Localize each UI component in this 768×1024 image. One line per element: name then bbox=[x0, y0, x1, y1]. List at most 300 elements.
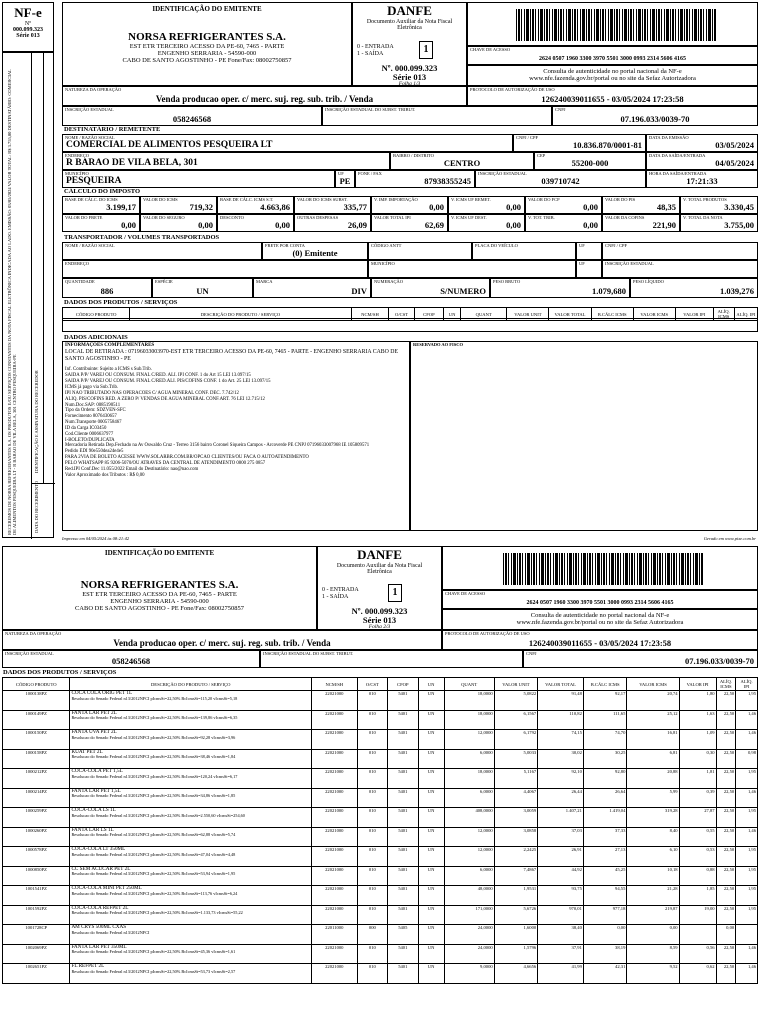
transp-endereco-box: ENDEREÇO bbox=[62, 260, 368, 278]
table-row bbox=[3, 691, 758, 711]
product-cell: 24,0000 bbox=[444, 944, 494, 964]
product-cell: 010 bbox=[357, 886, 387, 906]
dest-endereco: R BARAO DE VILA BELA, 301 bbox=[66, 158, 198, 168]
product-cell: 1,46 bbox=[736, 964, 758, 984]
product-cell: 5,0822 bbox=[494, 691, 538, 711]
product-cell: 22,50 bbox=[716, 866, 736, 886]
transp-quant-box: QUANTIDADE 886 bbox=[62, 278, 152, 298]
chave-value: 2624 0507 1960 3300 3970 5501 3000 0993 2314 5606 4165 bbox=[539, 56, 686, 62]
product-cell: 26,91 bbox=[538, 847, 584, 867]
emitente-box-p2 bbox=[2, 546, 317, 630]
chave-value-p2: 2624 0507 1960 3300 3970 5501 3000 0993 2314 5606 4165 bbox=[526, 600, 674, 606]
natureza-box bbox=[62, 86, 467, 106]
product-cell: 24,0000 bbox=[444, 925, 494, 945]
adicionais-lines bbox=[65, 367, 407, 478]
dest-emissao: 03/05/2024 bbox=[715, 140, 754, 150]
product-cell: 22,50 bbox=[716, 944, 736, 964]
imposto-value: 0,00 bbox=[198, 220, 213, 230]
canhoto-nfe-box bbox=[2, 2, 54, 52]
adicionais-line: Cod.Cliente 0006637977 bbox=[65, 431, 114, 437]
product-cell: 22,50 bbox=[716, 749, 736, 769]
adicionais-line: Inf. Contribuinte: Sujeito a ICMS s Sub.Trib. bbox=[65, 367, 152, 373]
adicionais-line: Valor Aproximado dos Tributos : R$ 0,00 bbox=[65, 472, 145, 478]
imposto-value: 4.663,86 bbox=[260, 202, 290, 212]
product-cell: 44,92 bbox=[538, 866, 584, 886]
product-cell: 010 bbox=[357, 827, 387, 847]
product-description: FANTA LAR LS 1L Resolucao do Senado Federal n13/2012NFCI pIcmsSt=22,50% BcIcmsSt=62,88 vIcmsSt=5,74 bbox=[70, 827, 312, 847]
product-cell: 37,03 bbox=[538, 827, 584, 847]
natureza-label: NATUREZA DA OPERAÇÃO bbox=[65, 87, 122, 92]
transp-cnpj-box: CNPJ / CPF bbox=[602, 242, 758, 260]
imposto-value: 0,00 bbox=[121, 220, 136, 230]
product-cell: 010 bbox=[357, 749, 387, 769]
adicionais-line: Tipo da Ordem: SDZVEN-SFC bbox=[65, 408, 126, 414]
product-cell: 1,95 bbox=[736, 769, 758, 789]
product-cell: 22,50 bbox=[716, 886, 736, 906]
column-header: DESCRIÇÃO DO PRODUTO / SERVIÇO bbox=[130, 308, 351, 321]
imposto-value: 3.199,17 bbox=[106, 202, 136, 212]
product-cell: UN bbox=[418, 866, 444, 886]
product-cell: 12,0000 bbox=[444, 827, 494, 847]
product-cell: 20,88 bbox=[627, 769, 679, 789]
barcode-box-p2 bbox=[442, 546, 758, 590]
product-cell: 22,50 bbox=[716, 710, 736, 730]
column-header: UN bbox=[418, 678, 444, 691]
imposto-label: VALOR DO PIS bbox=[605, 197, 636, 202]
column-header: ALÍQ. ICMS bbox=[713, 308, 734, 321]
canhoto-data-recebimento: DATA DO RECEBIMENTO bbox=[34, 480, 39, 533]
protocolo-value-p2: 126240039011655 - 03/05/2024 17:23:58 bbox=[528, 638, 672, 648]
danfe-folha-p2: Folha 2/3 bbox=[368, 624, 391, 630]
transp-marca: DIV bbox=[351, 286, 367, 296]
product-cell: UN bbox=[418, 905, 444, 925]
imposto-label: VALOR DO FRETE bbox=[65, 215, 103, 220]
imposto-section: CÁLCULO DO IMPOSTO bbox=[64, 188, 141, 195]
iest-label: INSCRIÇÃO ESTADUAL DO SUBST. TRIBUT. bbox=[325, 107, 416, 112]
product-cell: 1,95 bbox=[736, 866, 758, 886]
product-cell: 1,95 bbox=[736, 691, 758, 711]
canhoto-nfe-label: NF-e bbox=[14, 5, 42, 20]
column-header: CÓDIGO PRODUTO bbox=[3, 678, 70, 691]
canhoto-numero-label: Nº bbox=[24, 21, 32, 27]
dest-uf-box: UF PE bbox=[335, 170, 355, 188]
ie-value: 058246568 bbox=[172, 114, 212, 124]
protocolo-box-p2 bbox=[442, 630, 758, 650]
emitente-addr3-p2: CABO DE SANTO AGOSTINHO - PE Fone/Fax: 08002750857 bbox=[74, 605, 245, 612]
consulta2: www.nfe.fazenda.gov.br/portal ou no site da Sefaz Autorizadora bbox=[529, 75, 696, 82]
product-cell: 5401 bbox=[388, 964, 418, 984]
emitente-name-p2: NORSA REFRIGERANTES S.A. bbox=[80, 579, 239, 591]
adicionais-line: ID da Carga IC03450 bbox=[65, 425, 107, 431]
product-cell: 6,0000 bbox=[444, 866, 494, 886]
reservado-fisco-box bbox=[410, 341, 758, 531]
canhoto-identificacao: IDENTIFICAÇÃO E ASSINATURA DO RECEBEDOR bbox=[34, 370, 39, 473]
transp-numeracao-box: NUMERAÇÃO S/NUMERO bbox=[371, 278, 490, 298]
product-cell: 22021000 bbox=[311, 847, 357, 867]
product-cell: UN bbox=[418, 691, 444, 711]
dest-nome-box: NOME / RAZÃO SOCIAL COMERCIAL DE ALIMENTOS PESQUEIRA LT bbox=[62, 134, 513, 152]
column-header: B.CÁLC ICMS bbox=[583, 678, 627, 691]
imposto-label: OUTRAS DESPESAS bbox=[297, 215, 339, 220]
transp-especie: UN bbox=[196, 286, 209, 296]
product-cell: 3,0858 bbox=[494, 827, 538, 847]
danfe-subtitle1: Documento Auxiliar da Nota Fiscal bbox=[366, 19, 453, 25]
product-cell: 5401 bbox=[388, 944, 418, 964]
natureza-value-p2: Venda producao oper. c/ merc. suj. reg. sub. trib. / Venda bbox=[113, 638, 331, 648]
column-header: ALÍQ. IPI bbox=[736, 678, 758, 691]
imposto-row2-cell bbox=[525, 214, 602, 232]
product-cell: 5401 bbox=[388, 730, 418, 750]
dest-hora-box: HORA DA SAÍDA/ENTRADA 17:21:33 bbox=[646, 170, 758, 188]
product-cell: 1,46 bbox=[736, 710, 758, 730]
product-cell: 92,80 bbox=[583, 769, 627, 789]
product-cell: 4,4067 bbox=[494, 788, 538, 808]
imposto-row2-cell bbox=[680, 214, 758, 232]
imposto-label: VALOR DA COFINS bbox=[605, 215, 645, 220]
column-header: QUANT bbox=[461, 308, 507, 321]
consulta2-p2: www.nfe.fazenda.gov.br/portal ou no site da Sefaz Autorizadora bbox=[516, 619, 684, 626]
danfe-saida-p2: 1 - SAÍDA bbox=[322, 594, 349, 600]
imposto-value: 26,09 bbox=[347, 220, 367, 230]
dest-saida: 04/05/2024 bbox=[715, 158, 754, 168]
product-cell: 10,18 bbox=[627, 866, 679, 886]
chave-box-p2 bbox=[442, 590, 758, 609]
product-cell: UN bbox=[418, 847, 444, 867]
adicionais-line: SAIDA P/P/ VAREJ OU CONSUM. FINAL C/RED. ALI. IPI CONF. 1 do Art 15 LEI 13.097/15 bbox=[65, 373, 251, 379]
product-cell: 41,99 bbox=[538, 964, 584, 984]
adicionais-info-label: INFORMAÇÕES COMPLEMENTARES bbox=[65, 343, 155, 348]
product-cell: 22,50 bbox=[716, 905, 736, 925]
product-cell: 30,25 bbox=[583, 749, 627, 769]
product-cell: 171,0000 bbox=[444, 905, 494, 925]
dest-cnpj-box: CNPJ / CPF 10.836.870/0001-81 bbox=[513, 134, 646, 152]
imposto-row2-cell bbox=[62, 214, 140, 232]
product-cell: 18,0000 bbox=[444, 769, 494, 789]
ie-label: INSCRIÇÃO ESTADUAL bbox=[65, 107, 114, 112]
transp-frete: (0) Emitente bbox=[292, 248, 338, 258]
product-cell: UN bbox=[418, 944, 444, 964]
product-cell: 12,0000 bbox=[444, 730, 494, 750]
imposto-row2-cell bbox=[294, 214, 371, 232]
imposto-label: VALOR TOTAL IPI bbox=[374, 215, 411, 220]
transp-peso-liquido: 1.039,276 bbox=[720, 286, 754, 296]
product-cell: 1,85 bbox=[679, 886, 716, 906]
adicionais-info-box bbox=[62, 341, 410, 531]
imposto-label: V. TOTAL PRODUTOS bbox=[683, 197, 727, 202]
product-cell: 18,0000 bbox=[444, 691, 494, 711]
product-cell: 5405 bbox=[388, 925, 418, 945]
table-row bbox=[3, 866, 758, 886]
chave-label: CHAVE DE ACESSO bbox=[470, 47, 511, 52]
product-cell: 5401 bbox=[388, 691, 418, 711]
dest-bairro: CENTRO bbox=[443, 158, 481, 168]
imposto-label: V. IMP. IMPORTAÇÃO bbox=[374, 197, 418, 202]
danfe-entrada-p2: 0 - ENTRADA bbox=[322, 587, 359, 593]
product-cell: 010 bbox=[357, 788, 387, 808]
emitente-addr2: ENGENHO SERRARIA - 54590-000 bbox=[157, 50, 257, 57]
product-description: FANTA LAR PET 350ML Resolucao do Senado Federal n13/2012NFCI pIcmsSt=22,50% BcIcmsSt=45,36 vIcmsSt=1,61 bbox=[70, 944, 312, 964]
product-cell: 94,55 bbox=[583, 886, 627, 906]
product-code: 1001541PZ bbox=[3, 886, 70, 906]
product-cell: 1,81 bbox=[679, 769, 716, 789]
table-row bbox=[3, 886, 758, 906]
product-cell: UN bbox=[418, 886, 444, 906]
imposto-row1-cell bbox=[140, 196, 217, 214]
product-cell: 0,00 bbox=[627, 925, 679, 945]
transp-frete-box: FRETE POR CONTA (0) Emitente bbox=[262, 242, 368, 260]
product-description: AM CRYS 500ML CXAS Resolucao do Senado Federal n13/2012NFCI bbox=[70, 925, 312, 945]
reservado-label: RESERVADO AO FISCO bbox=[413, 342, 464, 347]
canhoto-recebemos: RECEBEMOS DE NORSA REFRIGERANTES S.A. OS PRODUTOS E/OU SERVIÇOS CONSTANTES DA NOTA FISCAL ELETRÔNICA INDICADA AO LADO. EMISSÃO: 03/05/2024 VALOR TOTAL: R$ 3.755,00 DESTINATÁRIO: COMERCIAL DE ALIMENTOS PESQUEIRA LT - R BARAO DE VILA BELA, 301 CENTRO PESQUEIRA-PE bbox=[7, 69, 18, 535]
column-header: VALOR TOTAL bbox=[538, 678, 584, 691]
product-cell: 22021000 bbox=[311, 808, 357, 828]
product-cell: 21,28 bbox=[627, 886, 679, 906]
adicionais-line: Num.Transporte 0005758467 bbox=[65, 420, 122, 426]
product-code: 1002069PZ bbox=[3, 944, 70, 964]
product-cell: 6,1567 bbox=[494, 710, 538, 730]
product-cell: 0,00 bbox=[716, 925, 736, 945]
transp-ie-box: INSCRIÇÃO ESTADUAL bbox=[602, 260, 758, 278]
product-cell: 6,0000 bbox=[444, 749, 494, 769]
product-cell: 38,19 bbox=[583, 944, 627, 964]
product-description: KUAT PET 2L Resolucao do Senado Federal n13/2012NFCI pIcmsSt=22,50% BcIcmsSt=38,46 vIcmsSt=1,84 bbox=[70, 749, 312, 769]
product-cell: 010 bbox=[357, 866, 387, 886]
dest-municipio-box: MUNICÍPIO PESQUEIRA bbox=[62, 170, 335, 188]
cnpj-label-p2: CNPJ bbox=[526, 651, 537, 656]
product-cell: 1.407,21 bbox=[538, 808, 584, 828]
imposto-row2-cell bbox=[140, 214, 217, 232]
column-header: ALÍQ. ICMS bbox=[716, 678, 736, 691]
product-cell: 9,0000 bbox=[444, 964, 494, 984]
table-row bbox=[3, 749, 758, 769]
product-cell: 1,63 bbox=[679, 710, 716, 730]
dest-cnpj: 10.836.870/0001-81 bbox=[573, 140, 642, 150]
imposto-value: 48,35 bbox=[656, 202, 676, 212]
column-header: O/CST bbox=[357, 678, 387, 691]
product-cell: 8,59 bbox=[627, 944, 679, 964]
emitente-box bbox=[62, 2, 352, 86]
product-cell: 5401 bbox=[388, 886, 418, 906]
adicionais-line: Fornecimento 8076430657 bbox=[65, 414, 117, 420]
table-row bbox=[3, 944, 758, 964]
table-row bbox=[3, 827, 758, 847]
table-row bbox=[3, 847, 758, 867]
product-description: FANTA LAR PET 2L Resolucao do Senado Federal n13/2012NFCI pIcmsSt=22,50% BcIcmsSt=139,86 vIcmsSt=6,35 bbox=[70, 710, 312, 730]
product-cell bbox=[679, 925, 716, 945]
transp-pesob-box: PESO BRUTO 1.079,680 bbox=[490, 278, 630, 298]
dest-nome: COMERCIAL DE ALIMENTOS PESQUEIRA LT bbox=[66, 140, 273, 150]
transportador-section: TRANSPORTADOR / VOLUMES TRANSPORTADOS bbox=[64, 234, 220, 241]
product-cell: 0,98 bbox=[736, 749, 758, 769]
danfe-subtitle2-p2: Eletrônica bbox=[367, 569, 392, 575]
danfe-numero-p2: Nº. 000.099.323 bbox=[351, 606, 408, 616]
column-header: VALOR TOTAL bbox=[549, 308, 591, 321]
product-cell: 9,52 bbox=[627, 964, 679, 984]
product-cell: 408,0000 bbox=[444, 808, 494, 828]
product-cell: 91,48 bbox=[538, 691, 584, 711]
imposto-label: V. TOTAL DA NOTA bbox=[683, 215, 723, 220]
adicionais-section: DADOS ADICIONAIS bbox=[64, 334, 128, 341]
product-cell: 1,95 bbox=[736, 905, 758, 925]
dest-fone: 87938355245 bbox=[424, 176, 471, 186]
product-cell: 010 bbox=[357, 710, 387, 730]
product-cell: 5401 bbox=[388, 847, 418, 867]
product-cell: 22021000 bbox=[311, 691, 357, 711]
table-row bbox=[3, 730, 758, 750]
dest-emissao-box: DATA DA EMISSÃO 03/05/2024 bbox=[646, 134, 758, 152]
product-cell: 5401 bbox=[388, 866, 418, 886]
imposto-label: VALOR DO ICMS SUBST. bbox=[297, 197, 348, 202]
transp-especie-box: ESPÉCIE UN bbox=[152, 278, 253, 298]
product-cell: 22021000 bbox=[311, 944, 357, 964]
product-cell: 219,87 bbox=[627, 905, 679, 925]
adicionais-line: Mercadoria Retirada Dep.Fechado na Av Oswaldo Cruz - Terreo 3156 bairro Coronel Siqueira Campos - Arcoverde PE CNPJ 07196033007968 IE 105809571 bbox=[65, 443, 370, 449]
product-cell: 0,53 bbox=[679, 847, 716, 867]
dest-cep-box: CEP 55200-000 bbox=[534, 152, 646, 170]
product-cell: 4,6656 bbox=[494, 964, 538, 984]
canhoto-strip bbox=[2, 52, 54, 538]
product-cell: 7,4867 bbox=[494, 866, 538, 886]
cnpj-value-p2: 07.196.033/0039-70 bbox=[685, 656, 754, 666]
imposto-row1-cell bbox=[448, 196, 525, 214]
product-cell: 74,15 bbox=[538, 730, 584, 750]
table-row bbox=[3, 925, 758, 945]
imposto-row1-cell bbox=[371, 196, 448, 214]
product-cell: 1.419,04 bbox=[583, 808, 627, 828]
cnpj-box-p2 bbox=[523, 650, 758, 668]
dest-hora: 17:21:33 bbox=[686, 176, 718, 186]
product-code: 1000260PZ bbox=[3, 827, 70, 847]
imposto-label: VALOR DO FCP bbox=[528, 197, 560, 202]
protocolo-box bbox=[467, 86, 758, 106]
natureza-label-p2: NATUREZA DA OPERAÇÃO bbox=[5, 631, 62, 636]
adicionais-line: ICMS já pago via Sub.Trib. bbox=[65, 385, 119, 390]
table-row bbox=[3, 808, 758, 828]
product-description: COCA-COLA REFPET 2L Resolucao do Senado Federal n13/2012NFCI pIcmsSt=22,50% BcIcmsSt=1.133,73 vIcmsSt=55,22 bbox=[70, 905, 312, 925]
product-code: 1000212PZ bbox=[3, 769, 70, 789]
product-cell: UN bbox=[418, 964, 444, 984]
transp-marca-box: MARCA DIV bbox=[253, 278, 371, 298]
product-cell: 1,95 bbox=[736, 808, 758, 828]
iest-box-p2 bbox=[260, 650, 523, 668]
product-cell: 010 bbox=[357, 808, 387, 828]
product-cell: 010 bbox=[357, 944, 387, 964]
danfe-serie: Série 013 bbox=[392, 72, 427, 82]
imposto-value: 62,69 bbox=[424, 220, 444, 230]
product-cell: 5401 bbox=[388, 788, 418, 808]
imposto-row2-cell bbox=[371, 214, 448, 232]
transp-antt-box: CÓDIGO ANTT bbox=[368, 242, 472, 260]
product-description: COCA-COLA PET 1,5L Resolucao do Senado Federal n13/2012NFCI pIcmsSt=22,50% BcIcmsSt=120,24 vIcmsSt=6,17 bbox=[70, 769, 312, 789]
product-cell: 30,02 bbox=[538, 749, 584, 769]
imposto-value: 221,90 bbox=[652, 220, 676, 230]
dest-ie-box: INSCRIÇÃO ESTADUAL 039710742 bbox=[475, 170, 646, 188]
dest-bairro-box: BAIRRO / DISTRITO CENTRO bbox=[390, 152, 534, 170]
product-cell: 5401 bbox=[388, 827, 418, 847]
product-cell: UN bbox=[418, 769, 444, 789]
iest-box bbox=[322, 106, 552, 126]
product-cell: 26,44 bbox=[538, 788, 584, 808]
product-cell: 42,31 bbox=[583, 964, 627, 984]
product-cell: 22021000 bbox=[311, 866, 357, 886]
imposto-label: VALOR DO ICMS bbox=[143, 197, 178, 202]
product-cell: UN bbox=[418, 788, 444, 808]
dest-endereco-box: ENDEREÇO R BARAO DE VILA BELA, 301 bbox=[62, 152, 390, 170]
product-cell: 0,56 bbox=[679, 944, 716, 964]
product-code: 1001592PZ bbox=[3, 905, 70, 925]
product-cell: 45,25 bbox=[583, 866, 627, 886]
product-cell: 22021000 bbox=[311, 749, 357, 769]
imposto-label: BASE DE CÁLC. DO ICMS bbox=[65, 197, 118, 202]
imposto-value: 0,00 bbox=[583, 202, 598, 212]
danfe-tipo-p2: 1 bbox=[388, 584, 402, 602]
transp-quant: 886 bbox=[100, 286, 114, 296]
emitente-section: IDENTIFICAÇÃO DO EMITENTE bbox=[152, 5, 262, 13]
column-header: VALOR IPI bbox=[675, 308, 713, 321]
product-cell: 22021000 bbox=[311, 710, 357, 730]
protocolo-label-p2: PROTOCOLO DE AUTORIZAÇÃO DE USO bbox=[445, 631, 530, 636]
protocolo-value: 126240039011655 - 03/05/2024 17:23:58 bbox=[541, 94, 684, 104]
product-cell: 319,28 bbox=[627, 808, 679, 828]
product-cell: 010 bbox=[357, 964, 387, 984]
imposto-label: V. TOT. TRIB. bbox=[528, 215, 555, 220]
column-header: NCM/SH bbox=[311, 678, 357, 691]
product-cell: 25,12 bbox=[627, 710, 679, 730]
imposto-value: 719,32 bbox=[189, 202, 213, 212]
transp-uf-box: UF bbox=[576, 242, 602, 260]
imposto-row1-cell bbox=[217, 196, 294, 214]
adicionais-line: PELO WHATSAPP 85 9206-5070/OU ATRAVES DA CENTRAL DE ATENDIMENTO 0800 275 0857 bbox=[65, 460, 266, 466]
column-header: VALOR UNIT bbox=[507, 308, 549, 321]
emitente-addr1: EST ETR TERCEIRO ACESSO DA PE-60, 7465 - PARTE bbox=[129, 43, 285, 50]
product-cell: 3,0059 bbox=[494, 808, 538, 828]
product-cell: 22021000 bbox=[311, 769, 357, 789]
product-cell: 1,6000 bbox=[494, 925, 538, 945]
product-cell: 22,50 bbox=[716, 691, 736, 711]
column-header: CFOP bbox=[388, 678, 418, 691]
dest-uf: PE bbox=[339, 176, 351, 186]
danfe-saida: 1 - SAÍDA bbox=[357, 51, 384, 57]
product-cell: 6,10 bbox=[627, 847, 679, 867]
product-code: 1000138PZ bbox=[3, 691, 70, 711]
transp-municipio-box: MUNICÍPIO bbox=[368, 260, 576, 278]
product-cell: 92,10 bbox=[538, 769, 584, 789]
imposto-row1-cell bbox=[62, 196, 140, 214]
product-cell: 22021000 bbox=[311, 905, 357, 925]
column-header: VALOR IPI bbox=[679, 678, 716, 691]
consulta1: Consulta de autenticidade no portal nacional da NF-e bbox=[543, 68, 682, 75]
danfe-entrada: 0 - ENTRADA bbox=[357, 44, 394, 50]
danfe-title-p2: DANFE bbox=[357, 547, 402, 562]
product-cell: 1,95 bbox=[736, 847, 758, 867]
product-cell: UN bbox=[418, 925, 444, 945]
product-cell: UN bbox=[418, 749, 444, 769]
product-cell: 93,75 bbox=[538, 886, 584, 906]
natureza-value: Venda producao oper. c/ merc. suj. reg. sub. trib. / Venda bbox=[155, 94, 374, 104]
column-header: CFOP bbox=[414, 308, 443, 321]
product-cell: 0,55 bbox=[679, 827, 716, 847]
product-cell: 1,46 bbox=[736, 944, 758, 964]
imposto-label: V. ICMS UF REMET. bbox=[451, 197, 491, 202]
product-cell: 1,80 bbox=[679, 691, 716, 711]
column-header: O/CST bbox=[389, 308, 414, 321]
product-code: 1000578PZ bbox=[3, 847, 70, 867]
emitente-name: NORSA REFRIGERANTES S.A. bbox=[128, 31, 286, 43]
iest-label-p2: INSCRIÇÃO ESTADUAL DO SUBST. TRIBUT. bbox=[263, 651, 354, 656]
impresso-em: Impresso em 04/05/2024 às 08:21:42 bbox=[62, 536, 130, 541]
barcode-p2 bbox=[503, 553, 703, 585]
column-header: QUANT bbox=[444, 678, 494, 691]
